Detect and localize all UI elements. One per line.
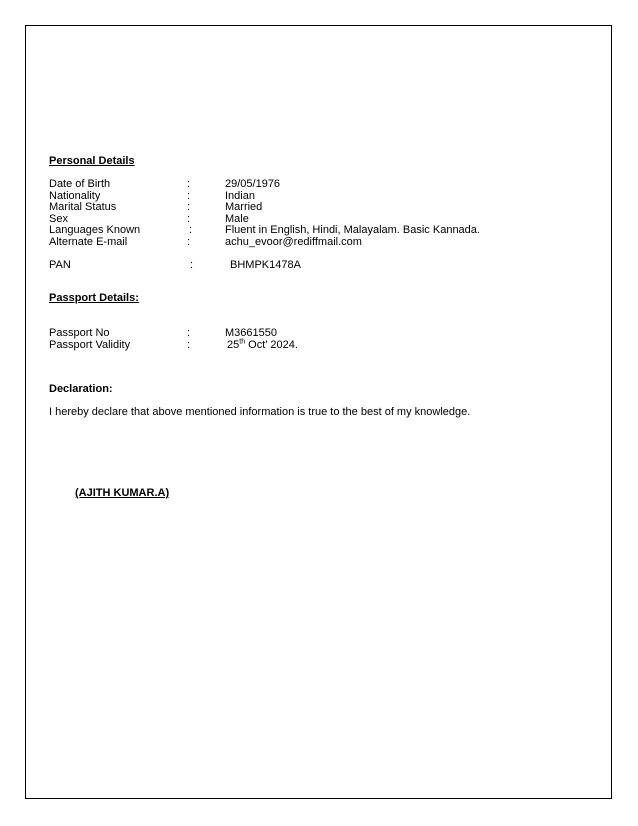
sex-label: Sex — [49, 213, 68, 225]
languages-label: Languages Known — [49, 224, 141, 236]
languages-value: Fluent in English, Hindi, Malayalam. Basic Kannada. — [225, 224, 480, 236]
pan-colon: : — [190, 259, 194, 271]
passport-number-colon: : — [187, 327, 191, 339]
alternate-email-colon: : — [187, 236, 191, 248]
passport-details-heading: Passport Details: — [49, 292, 139, 304]
marital-status-value: Married — [225, 201, 263, 213]
dob-colon: : — [187, 178, 191, 190]
marital-status-label: Marital Status — [49, 201, 117, 213]
nationality-value: Indian — [225, 190, 255, 202]
passport-number-value: M3661550 — [225, 327, 277, 339]
passport-validity-value — [227, 339, 298, 351]
nationality-label: Nationality — [49, 190, 101, 202]
sex-colon: : — [187, 213, 191, 225]
validity-ordinal-suffix: th — [239, 338, 246, 346]
signature-name: (AJITH KUMAR.A) — [75, 487, 170, 499]
validity-day: 25 — [227, 339, 240, 351]
personal-details-heading: Personal Details — [49, 155, 135, 167]
pan-value: BHMPK1478A — [230, 259, 301, 271]
passport-validity-label: Passport Validity — [49, 339, 131, 351]
dob-value: 29/05/1976 — [225, 178, 281, 190]
nationality-colon: : — [187, 190, 191, 202]
pan-label: PAN — [49, 259, 71, 271]
marital-status-colon: : — [187, 201, 191, 213]
languages-colon: : — [189, 224, 193, 236]
alternate-email-value: achu_evoor@rediffmail.com — [225, 236, 362, 248]
sex-value: Male — [225, 213, 249, 225]
passport-number-label: Passport No — [49, 327, 110, 339]
declaration-heading: Declaration: — [49, 383, 113, 395]
dob-label: Date of Birth — [49, 178, 111, 190]
alternate-email-label: Alternate E-mail — [49, 236, 128, 248]
validity-rest: Oct’ 2024. — [245, 339, 298, 351]
passport-validity-colon: : — [187, 339, 191, 351]
declaration-text: I hereby declare that above mentioned information is true to the best of my knowledge. — [49, 406, 471, 418]
